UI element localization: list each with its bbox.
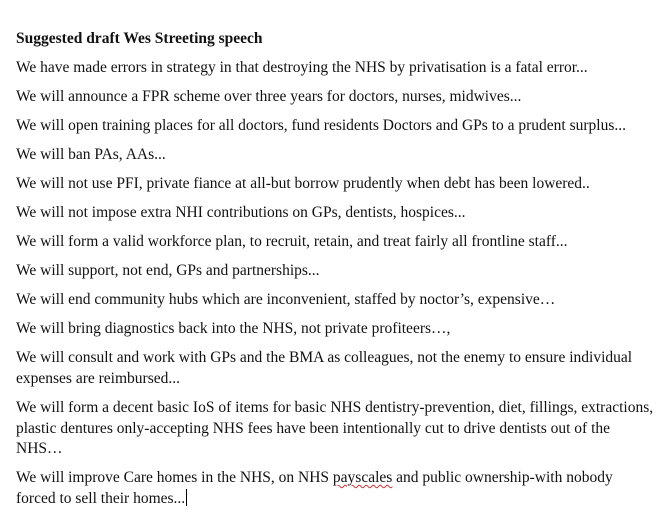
paragraph-13 — [16, 468, 656, 509]
spelling-error-word[interactable]: payscales — [332, 469, 393, 487]
paragraph-5: We will not use PFI, private fiance at all-but borrow prudently when debt has been lowered.. — [16, 174, 590, 192]
paragraph-4: We will ban PAs, AAs... — [16, 145, 166, 163]
paragraph-1: We have made errors in strategy in that destroying the NHS by privatisation is a fatal error... — [16, 58, 588, 76]
paragraph-7: We will form a valid workforce plan, to recruit, retain, and treat fairly all frontline staff... — [16, 233, 568, 251]
paragraph-11: We will consult and work with GPs and the BMA as colleagues, not the enemy to ensure individual expenses are reimbursed... — [16, 349, 633, 387]
paragraph-13-end: and public ownership-with nobody forced to sell their homes... — [16, 469, 613, 507]
text-cursor — [186, 489, 187, 506]
paragraph-9: We will end community hubs which are inconvenient, staffed by noctor’s, expensive… — [16, 291, 556, 309]
paragraph-13-start: We will improve Care homes in the NHS, on NHS — [16, 469, 333, 487]
paragraph-2: We will announce a FPR scheme over three years for doctors, nurses, midwives... — [16, 87, 522, 105]
paragraph-10: We will bring diagnostics back into the NHS, not private profiteers…, — [16, 320, 451, 338]
document-title: Suggested draft Wes Streeting speech — [16, 30, 263, 47]
paragraph-8: We will support, not end, GPs and partnerships... — [16, 262, 320, 280]
paragraph-6: We will not impose extra NHI contributions on GPs, dentists, hospices... — [16, 203, 466, 221]
document-body[interactable] — [16, 29, 656, 518]
paragraph-3: We will open training places for all doctors, fund residents Doctors and GPs to a prudent surplus... — [16, 116, 627, 134]
paragraph-12: We will form a decent basic IoS of items for basic NHS dentistry-prevention, diet, fillings, extractions, plastic dentures only-accepting NHS fees have been intentionally cut to drive dentists out of the NHS… — [16, 399, 654, 458]
